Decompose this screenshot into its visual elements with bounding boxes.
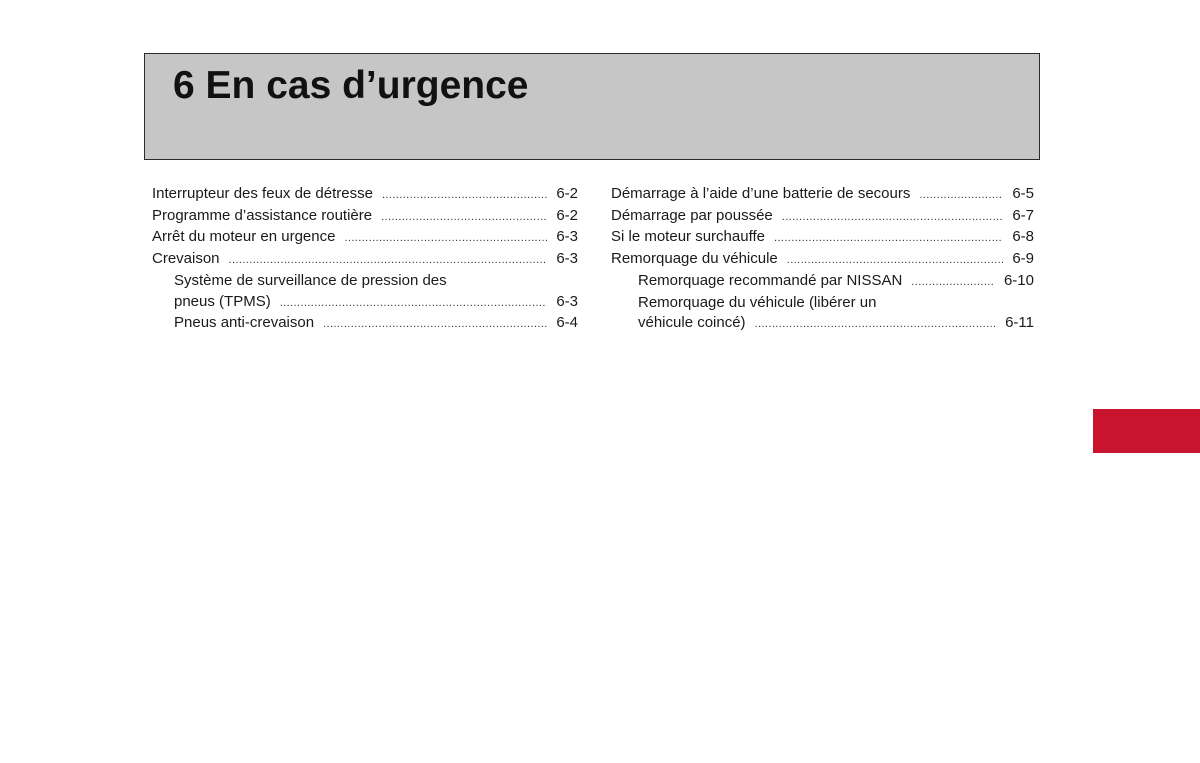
toc-entry-label: Arrêt du moteur en urgence xyxy=(152,228,336,246)
toc-page-number: 6-11 xyxy=(1005,314,1034,332)
toc-entry-vehicle-towing[interactable] xyxy=(611,249,1034,271)
toc-entry-label: Interrupteur des feux de détresse xyxy=(152,185,373,202)
toc-entry-jump-starting[interactable] xyxy=(611,184,1034,206)
toc-entry-label: Remorquage recommandé par NISSAN xyxy=(638,271,903,289)
toc-entry-emergency-engine-shutoff[interactable] xyxy=(152,227,578,249)
toc-dot-leader xyxy=(774,228,1003,249)
toc-dot-leader xyxy=(323,314,547,335)
toc-entry-roadside-assistance[interactable] xyxy=(152,206,578,228)
toc-right-column xyxy=(611,184,1034,335)
toc-page-number: 6-3 xyxy=(556,292,578,310)
toc-page-number: 6-7 xyxy=(1012,206,1034,224)
toc-entry-label: pneus (TPMS) xyxy=(174,292,271,310)
toc-dot-leader xyxy=(787,250,1004,271)
toc-entry-label: véhicule coincé) xyxy=(638,314,746,332)
toc-page-number: 6-3 xyxy=(556,228,578,246)
toc-entry-hazard-warning-switch[interactable] xyxy=(152,184,578,206)
toc-entry-label: Remorquage du véhicule xyxy=(611,250,778,268)
toc-dot-leader xyxy=(911,272,995,293)
toc-entry-label: Démarrage par poussée xyxy=(611,206,773,224)
chapter-tab-marker xyxy=(1093,409,1200,453)
toc-dot-leader xyxy=(755,314,997,335)
toc-page-number: 6-3 xyxy=(556,250,578,268)
chapter-header xyxy=(144,53,1040,160)
toc-left-column xyxy=(152,184,578,335)
toc-dot-leader xyxy=(344,228,547,249)
toc-entry-label-line-1: Système de surveillance de pression des xyxy=(174,271,447,289)
chapter-title: 6 En cas d’urgence xyxy=(173,64,529,107)
toc-page-number: 6-2 xyxy=(556,185,578,202)
toc-page-number: 6-8 xyxy=(1012,228,1034,246)
toc-dot-leader xyxy=(280,293,548,314)
toc-entry-run-flat-tires[interactable] xyxy=(152,313,578,335)
toc-entry-label: Démarrage à l’aide d’une batterie de secours xyxy=(611,185,911,202)
toc-page-number: 6-4 xyxy=(556,314,578,332)
toc-entry-push-starting[interactable] xyxy=(611,206,1034,228)
toc-entry-label: Si le moteur surchauffe xyxy=(611,228,765,246)
toc-entry-label-line-1: Remorquage du véhicule (libérer un xyxy=(638,293,877,311)
toc-dot-leader xyxy=(919,185,1003,206)
toc-dot-leader xyxy=(381,207,547,228)
toc-entry-freeing-stuck-vehicle[interactable] xyxy=(611,293,1034,335)
toc-entry-label: Pneus anti-crevaison xyxy=(174,314,315,332)
toc-dot-leader xyxy=(382,185,547,206)
toc-entry-tpms[interactable] xyxy=(152,271,578,313)
toc-page-number: 6-5 xyxy=(1012,185,1034,202)
toc-entry-label: Crevaison xyxy=(152,250,220,268)
toc-page-number: 6-9 xyxy=(1012,250,1034,268)
toc-entry-flat-tire[interactable] xyxy=(152,249,578,271)
toc-entry-towing-recommended-by-nissan[interactable] xyxy=(611,271,1034,293)
toc-entry-label: Programme d’assistance routière xyxy=(152,206,373,224)
toc-dot-leader xyxy=(229,250,548,271)
toc-page-number: 6-10 xyxy=(1003,271,1034,289)
toc-page-number: 6-2 xyxy=(556,206,578,224)
toc-entry-engine-overheats[interactable] xyxy=(611,227,1034,249)
toc-dot-leader xyxy=(782,207,1004,228)
